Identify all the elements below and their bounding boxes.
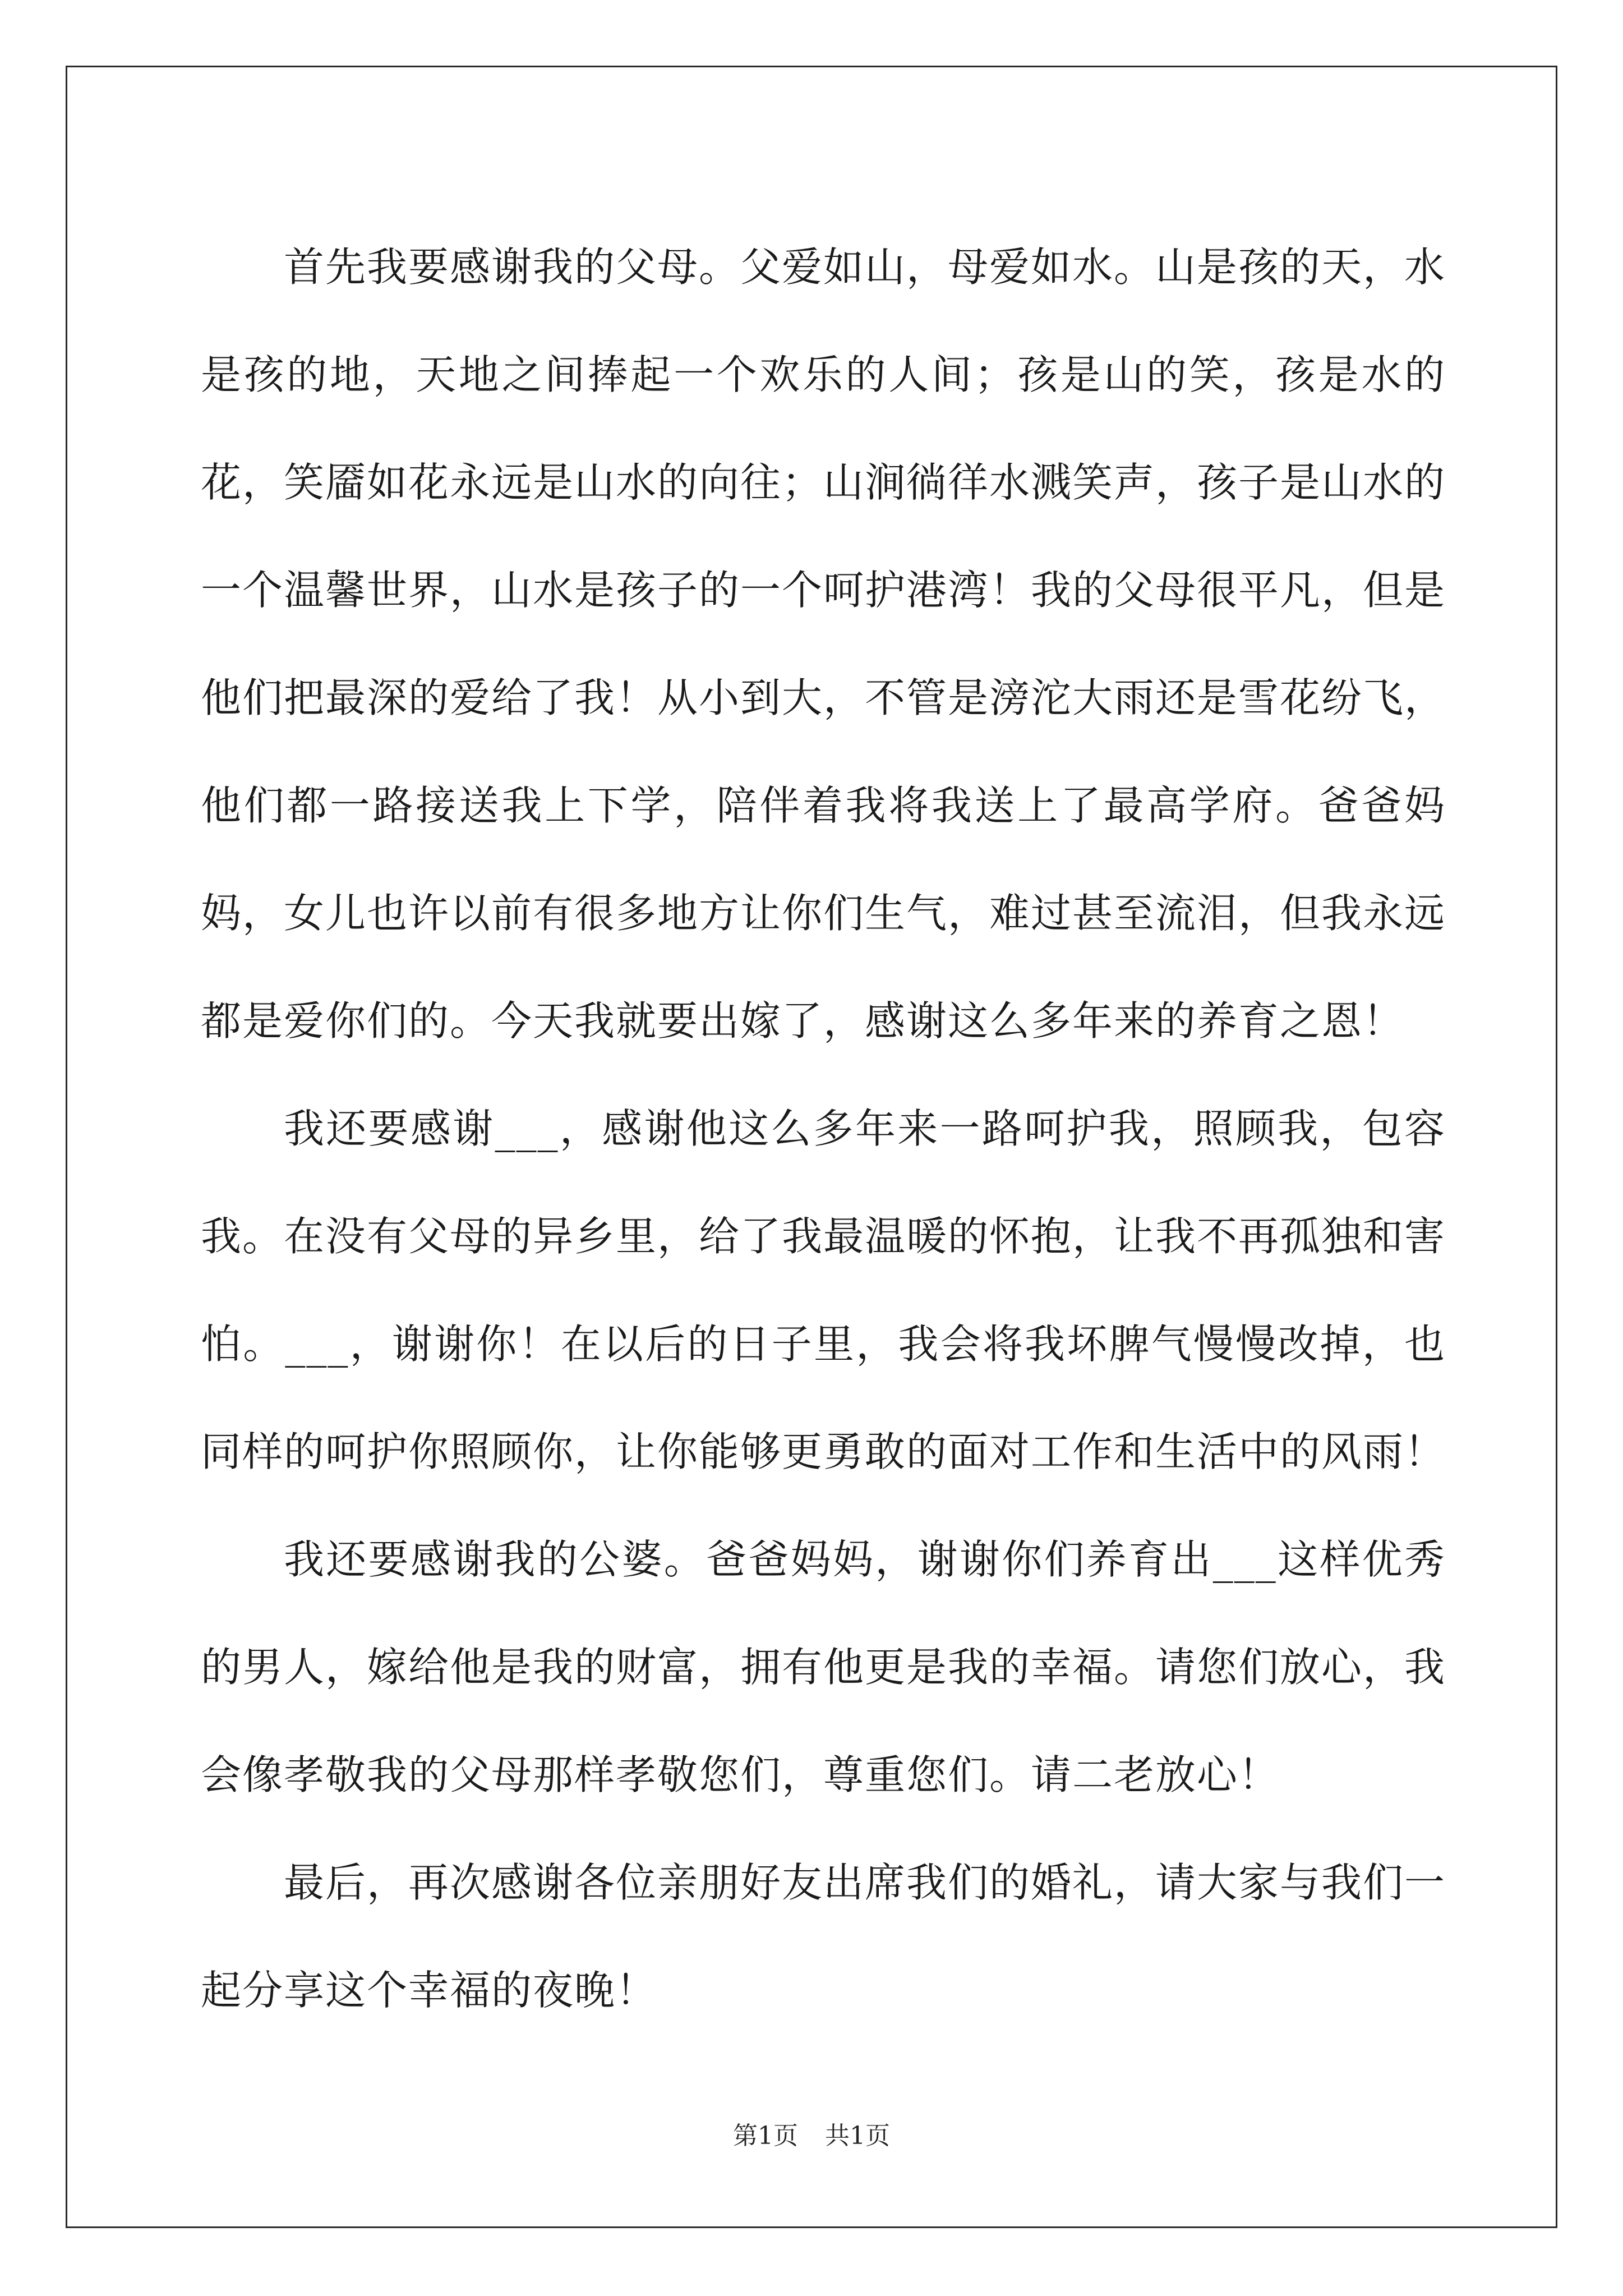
paragraph-thanks-in-laws: 我还要感谢我的公婆。爸爸妈妈，谢谢你们养育出___这样优秀的男人，嫁给他是我的财富，拥有他更是我的幸福。请您们放心，我会像孝敬我的父母那样孝敬您们，尊重您们。请二老放心！ [201,1536,1446,1798]
paragraph-thanks-husband: 我还要感谢___，感谢他这么多年来一路呵护我，照顾我，包容我。在没有父母的异乡里，给了我最温暖的怀抱，让我不再孤独和害怕。___，谢谢你！在以后的日子里，我会将我坏脾气慢慢改掉，也同样的呵护你照顾你，让你能够更勇敢的面对工作和生活中的风雨！ [201,1105,1446,1475]
paragraph-closing: 最后，再次感谢各位亲朋好友出席我们的婚礼，请大家与我们一起分享这个幸福的夜晚！ [201,1859,1446,2014]
paragraph-thanks-parents: 首先我要感谢我的父母。父爱如山，母爱如水。山是孩的天，水是孩的地，天地之间捧起一个欢乐的人间；孩是山的笑，孩是水的花，笑靥如花永远是山水的向往；山涧徜徉水溅笑声，孩子是山水的一个温馨世界，山水是孩子的一个呵护港湾！我的父母很平凡，但是他们把最深的爱给了我！从小到大，不管是滂沱大雨还是雪花纷飞，他们都一路接送我上下学，陪伴着我将我送上了最高学府。爸爸妈妈，女儿也许以前有很多地方让你们生气，难过甚至流泪，但我永远都是爱你们的。今天我就要出嫁了，感谢这么多年来的养育之恩！ [201,243,1446,1045]
page-footer [0,2119,1623,2153]
page-number: 第1页 [733,2122,798,2150]
document-body [201,213,1446,2044]
page-total: 共1页 [825,2122,890,2150]
